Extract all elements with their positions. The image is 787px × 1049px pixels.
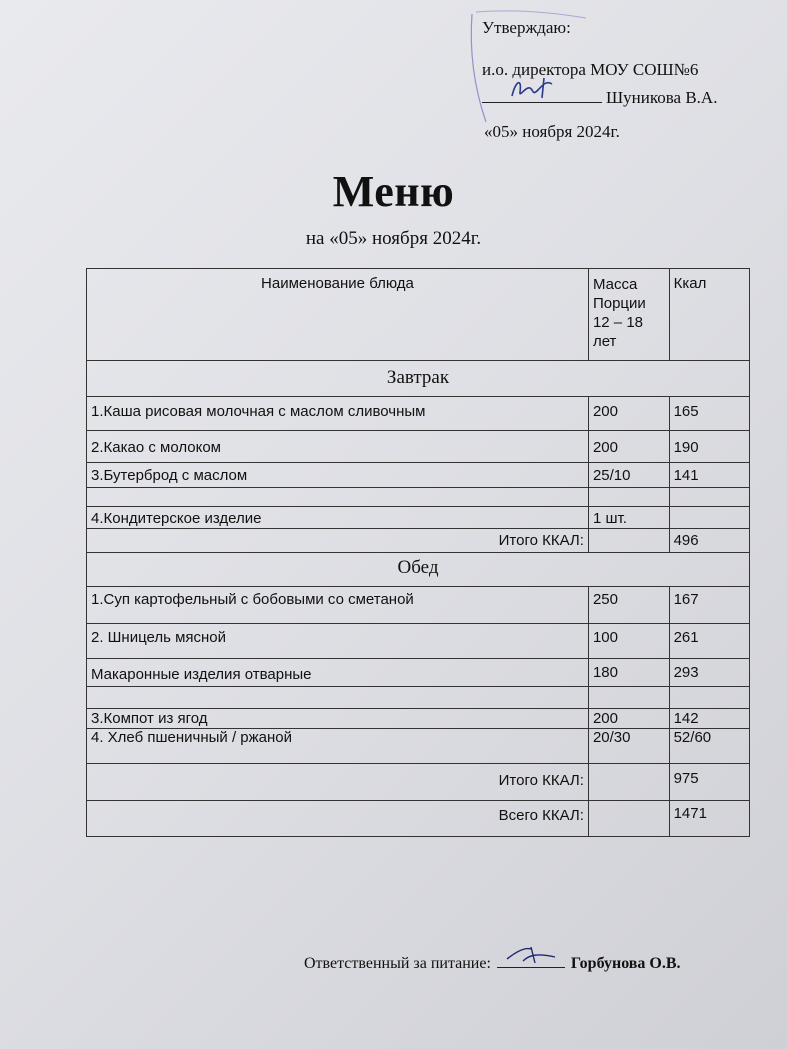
table-row	[87, 488, 750, 507]
dish-kcal: 165	[669, 397, 749, 431]
dish-mass: 100	[588, 624, 669, 659]
section-lunch-heading: Обед	[87, 553, 750, 587]
dish-name: 3.Бутерброд с маслом	[87, 463, 589, 488]
dish-kcal	[669, 488, 749, 507]
dish-mass: 25/10	[588, 463, 669, 488]
table-row	[87, 397, 750, 431]
section-lunch	[87, 553, 750, 587]
section-breakfast	[87, 361, 750, 397]
dish-name: 1.Суп картофельный с бобовыми со сметаной	[87, 587, 589, 624]
dish-kcal: 167	[669, 587, 749, 624]
dish-mass: 250	[588, 587, 669, 624]
dish-mass	[588, 488, 669, 507]
dish-name: 4.Кондитерское изделие	[87, 507, 589, 529]
director-name: Шуникова В.А.	[606, 88, 718, 107]
dish-name	[87, 687, 589, 709]
page-subtitle: на «05» ноября 2024г.	[305, 228, 482, 249]
dish-kcal	[669, 687, 749, 709]
header-name: Наименование блюда	[87, 269, 589, 361]
approval-signature-line	[482, 86, 717, 108]
dish-name: 1.Каша рисовая молочная с маслом сливочным	[87, 397, 589, 431]
dish-name: 4. Хлеб пшеничный / ржаной	[87, 729, 589, 764]
header-kcal: Ккал	[669, 269, 749, 361]
page-title: Меню	[332, 167, 455, 216]
director-signature	[482, 86, 602, 103]
total-label: Итого ККАЛ:	[87, 764, 589, 801]
grand-total-mass	[588, 801, 669, 837]
dish-mass: 180	[588, 659, 669, 687]
section-breakfast-heading: Завтрак	[87, 361, 750, 397]
menu-table	[86, 268, 750, 837]
approval-heading: Утверждаю:	[482, 18, 571, 37]
signature-icon	[497, 943, 565, 967]
dish-kcal: 293	[669, 659, 749, 687]
signature-icon	[482, 74, 602, 100]
total-value: 975	[669, 764, 749, 801]
breakfast-total-row	[87, 529, 750, 553]
grand-total-value: 1471	[669, 801, 749, 837]
lunch-total-row	[87, 764, 750, 801]
table-row	[87, 507, 750, 529]
total-mass	[588, 764, 669, 801]
responsible-name: Горбунова О.В.	[570, 955, 681, 972]
header-row	[87, 269, 750, 361]
approval-date: «05» ноября 2024г.	[484, 122, 620, 141]
table-row	[87, 463, 750, 488]
dish-mass: 200	[588, 431, 669, 463]
approval-position: и.о. директора МОУ СОШ№6	[482, 60, 699, 79]
grand-total-row	[87, 801, 750, 837]
table-row	[87, 431, 750, 463]
dish-name: Макаронные изделия отварные	[87, 659, 589, 687]
dish-mass: 20/30	[588, 729, 669, 764]
dish-kcal: 261	[669, 624, 749, 659]
responsible-signature	[497, 953, 565, 968]
grand-total-label: Всего ККАЛ:	[87, 801, 589, 837]
table-row	[87, 729, 750, 764]
dish-kcal: 141	[669, 463, 749, 488]
total-mass	[588, 529, 669, 553]
footer-label: Ответственный за питание:	[304, 955, 491, 972]
table-row	[87, 624, 750, 659]
dish-kcal	[669, 507, 749, 529]
footer-responsible	[304, 953, 681, 973]
table-row	[87, 587, 750, 624]
dish-kcal: 142	[669, 709, 749, 729]
total-label: Итого ККАЛ:	[87, 529, 589, 553]
dish-mass: 200	[588, 397, 669, 431]
dish-name: 3.Компот из ягод	[87, 709, 589, 729]
dish-mass: 200	[588, 709, 669, 729]
dish-kcal: 190	[669, 431, 749, 463]
dish-kcal: 52/60	[669, 729, 749, 764]
table-row	[87, 709, 750, 729]
dish-name	[87, 488, 589, 507]
dish-name: 2. Шницель мясной	[87, 624, 589, 659]
dish-mass	[588, 687, 669, 709]
header-mass: Масса Порции 12 – 18 лет	[588, 269, 669, 361]
total-value: 496	[669, 529, 749, 553]
table-row	[87, 659, 750, 687]
dish-mass: 1 шт.	[588, 507, 669, 529]
table-row	[87, 687, 750, 709]
dish-name: 2.Какао с молоком	[87, 431, 589, 463]
